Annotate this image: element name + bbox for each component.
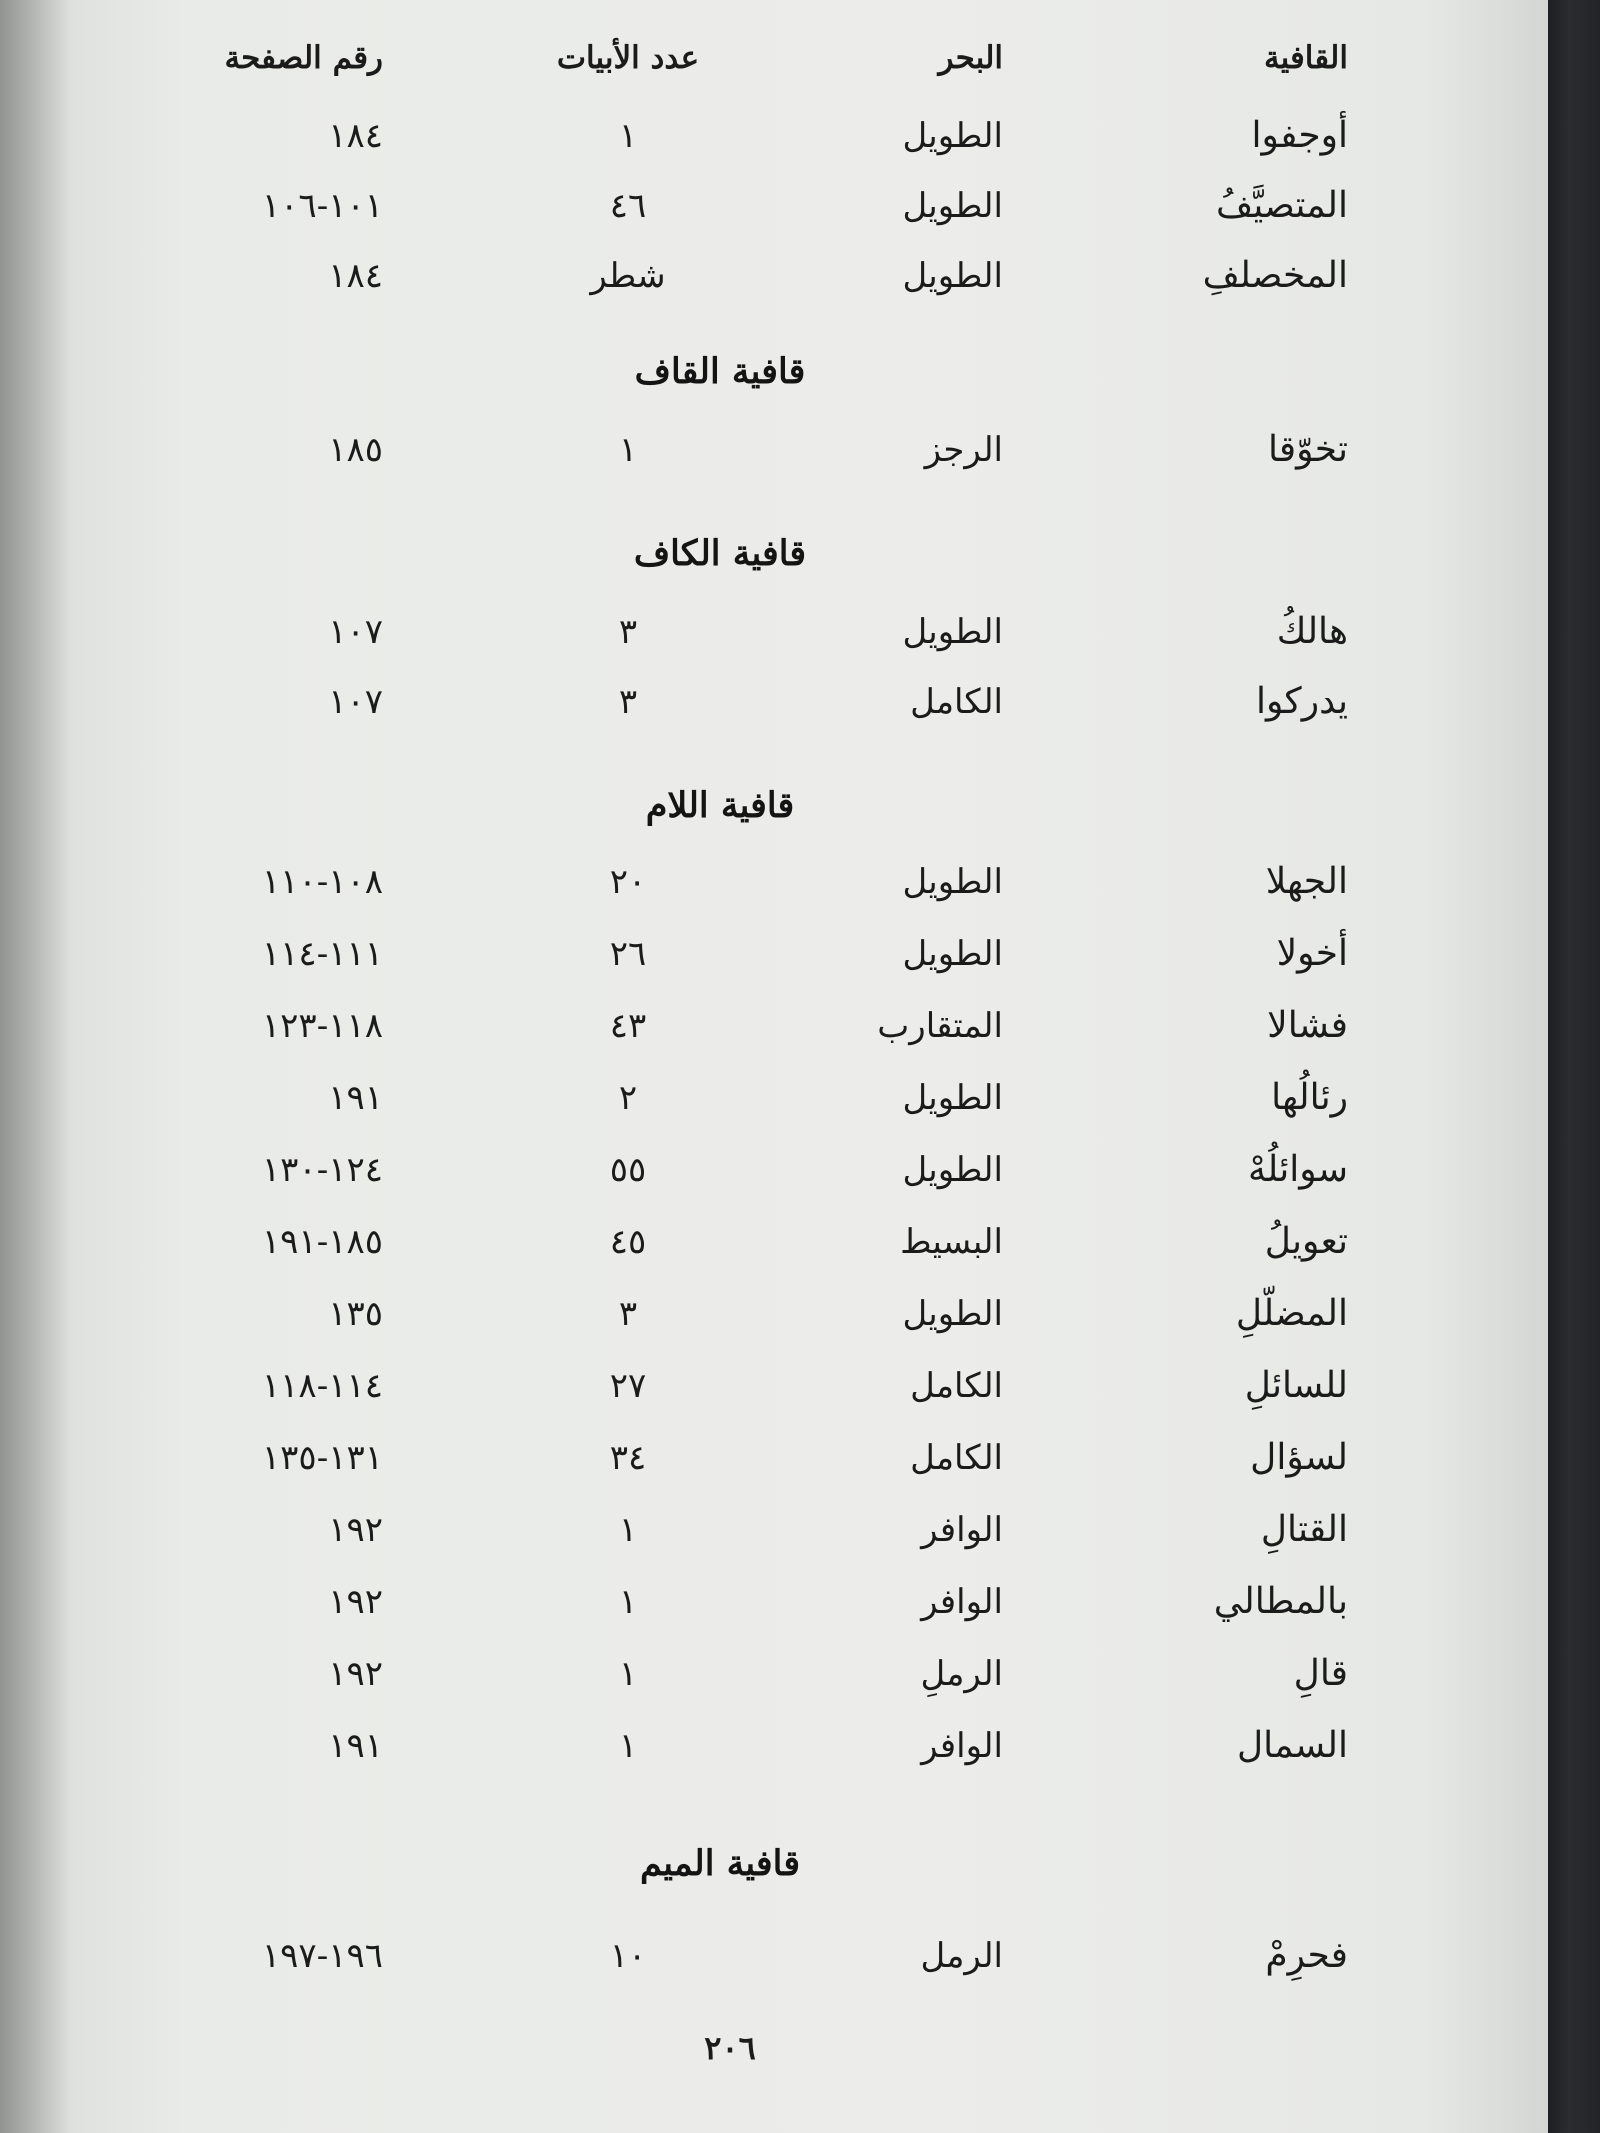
meter-cell: الكامل — [910, 1366, 1003, 1406]
count-cell: ٢٦ — [609, 934, 647, 974]
section-title-lam: قافية اللام — [645, 785, 795, 826]
meter-cell: الطويل — [902, 1078, 1003, 1118]
table-row — [0, 602, 1548, 662]
count-cell: ٤٥ — [609, 1222, 647, 1262]
page-cell: ١١٤-١١٨ — [261, 1366, 383, 1406]
meter-cell: الوافر — [921, 1510, 1003, 1550]
meter-cell: الكامل — [910, 1438, 1003, 1478]
rhyme-cell: فحرِمْ — [1265, 1935, 1348, 1976]
meter-cell: الطويل — [902, 612, 1003, 652]
section-title-qaf: قافية القاف — [634, 351, 806, 392]
rhyme-cell: الجهلا — [1265, 861, 1348, 902]
count-cell: ٢ — [618, 1078, 638, 1118]
count-cell: ١ — [618, 116, 638, 156]
meter-cell: الطويل — [902, 934, 1003, 974]
rhyme-cell: تعويلُ — [1264, 1221, 1348, 1262]
count-cell: ٣ — [618, 1294, 638, 1334]
meter-cell: المتقارب — [877, 1006, 1003, 1046]
meter-cell: الرمل — [920, 1936, 1003, 1976]
book-cover-edge — [1548, 0, 1600, 2133]
meter-cell: الطويل — [902, 186, 1003, 226]
rhyme-cell: المتصيَّفُ — [1216, 185, 1348, 226]
table-row — [0, 420, 1548, 480]
count-cell: ١٠ — [609, 1936, 647, 1976]
count-cell: ٤٦ — [609, 186, 647, 226]
page-cell: ١٩٢ — [328, 1654, 383, 1694]
table-row — [0, 1068, 1548, 1128]
rhyme-cell: هالكُ — [1276, 611, 1348, 652]
section-title-kaf: قافية الكاف — [633, 533, 807, 574]
meter-cell: الرجز — [924, 430, 1003, 470]
rhyme-cell: أخولا — [1276, 933, 1348, 974]
count-cell: ٤٣ — [609, 1006, 647, 1046]
page-number: ٢٠٦ — [704, 2029, 756, 2067]
page-cell: ١١١-١١٤ — [261, 934, 383, 974]
meter-cell: البسيط — [900, 1222, 1003, 1262]
page-cell: ١٢٤-١٣٠ — [261, 1150, 383, 1190]
table-row — [0, 1140, 1548, 1200]
meter-cell: الطويل — [902, 116, 1003, 156]
header-rhyme: القافية — [1264, 40, 1348, 76]
meter-cell: الكامل — [910, 682, 1003, 722]
header-page-number: رقم الصفحة — [224, 40, 383, 76]
count-cell: ٣ — [618, 682, 638, 722]
table-row — [0, 1926, 1548, 1986]
page-cell: ١٨٥-١٩١ — [261, 1222, 383, 1262]
section-title-mim: قافية الميم — [639, 1843, 801, 1884]
meter-cell: الطويل — [902, 1150, 1003, 1190]
meter-cell: الوافر — [921, 1726, 1003, 1766]
page-cell: ١١٨-١٢٣ — [261, 1006, 383, 1046]
page-cell: ١٠٨-١١٠ — [261, 862, 383, 902]
page-cell: ١٩١ — [328, 1726, 383, 1766]
count-cell: ٢٠ — [609, 862, 647, 902]
rhyme-cell: أوجفوا — [1251, 115, 1348, 156]
rhyme-cell: المخصلفِ — [1202, 255, 1348, 296]
rhyme-cell: تخوّقا — [1267, 429, 1348, 470]
table-row — [0, 176, 1548, 236]
table-row — [0, 1644, 1548, 1704]
rhyme-cell: المضلّلِ — [1235, 1293, 1348, 1334]
meter-cell: الطويل — [902, 1294, 1003, 1334]
rhyme-cell: فشالا — [1267, 1005, 1348, 1046]
rhyme-cell: يدركوا — [1255, 681, 1348, 722]
count-cell: ٣ — [618, 612, 638, 652]
meter-cell: الطويل — [902, 256, 1003, 296]
page-cell: ١٩١ — [328, 1078, 383, 1118]
rhyme-cell: لسؤال — [1250, 1437, 1348, 1478]
rhyme-cell: سوائلُهْ — [1247, 1149, 1348, 1190]
count-cell: ٣٤ — [609, 1438, 647, 1478]
page-cell: ١٩٦-١٩٧ — [261, 1936, 383, 1976]
table-header — [0, 28, 1548, 88]
page-cell: ١٣٥ — [328, 1294, 383, 1334]
meter-cell: الوافر — [921, 1582, 1003, 1622]
count-cell: ٢٧ — [609, 1366, 647, 1406]
table-row — [0, 852, 1548, 912]
page-cell: ١٣١-١٣٥ — [261, 1438, 383, 1478]
rhyme-cell: القتالِ — [1260, 1509, 1348, 1550]
table-row — [0, 996, 1548, 1056]
table-row — [0, 246, 1548, 306]
page-cell: ١٠١-١٠٦ — [261, 186, 383, 226]
count-cell: ١ — [618, 1510, 638, 1550]
rhyme-cell: رئالُها — [1271, 1077, 1348, 1118]
header-meter: البحر — [938, 40, 1003, 76]
count-cell: ١ — [618, 1582, 638, 1622]
table-row — [0, 924, 1548, 984]
page-cell: ١٠٧ — [328, 612, 383, 652]
page-cell: ١٩٢ — [328, 1582, 383, 1622]
page-cell: ١٨٤ — [328, 256, 383, 296]
table-row — [0, 1572, 1548, 1632]
table-row — [0, 1716, 1548, 1776]
page-cell: ١٨٥ — [328, 430, 383, 470]
count-cell: شطر — [590, 256, 666, 296]
meter-cell: الرملِ — [920, 1654, 1003, 1694]
table-row — [0, 1428, 1548, 1488]
count-cell: ١ — [618, 1654, 638, 1694]
header-verse-count: عدد الأبيات — [556, 40, 700, 76]
rhyme-cell: قالِ — [1293, 1653, 1348, 1694]
table-row — [0, 1356, 1548, 1416]
page-cell: ١٨٤ — [328, 116, 383, 156]
meter-cell: الطويل — [902, 862, 1003, 902]
table-row — [0, 1284, 1548, 1344]
rhyme-cell: للسائلِ — [1244, 1365, 1348, 1406]
page-cell: ١٩٢ — [328, 1510, 383, 1550]
page-cell: ١٠٧ — [328, 682, 383, 722]
count-cell: ١ — [618, 1726, 638, 1766]
count-cell: ٥٥ — [609, 1150, 647, 1190]
table-row — [0, 1500, 1548, 1560]
rhyme-cell: بالمطالي — [1213, 1581, 1348, 1622]
count-cell: ١ — [618, 430, 638, 470]
rhyme-cell: السمال — [1236, 1725, 1348, 1766]
table-row — [0, 106, 1548, 166]
table-row — [0, 672, 1548, 732]
table-row — [0, 1212, 1548, 1272]
